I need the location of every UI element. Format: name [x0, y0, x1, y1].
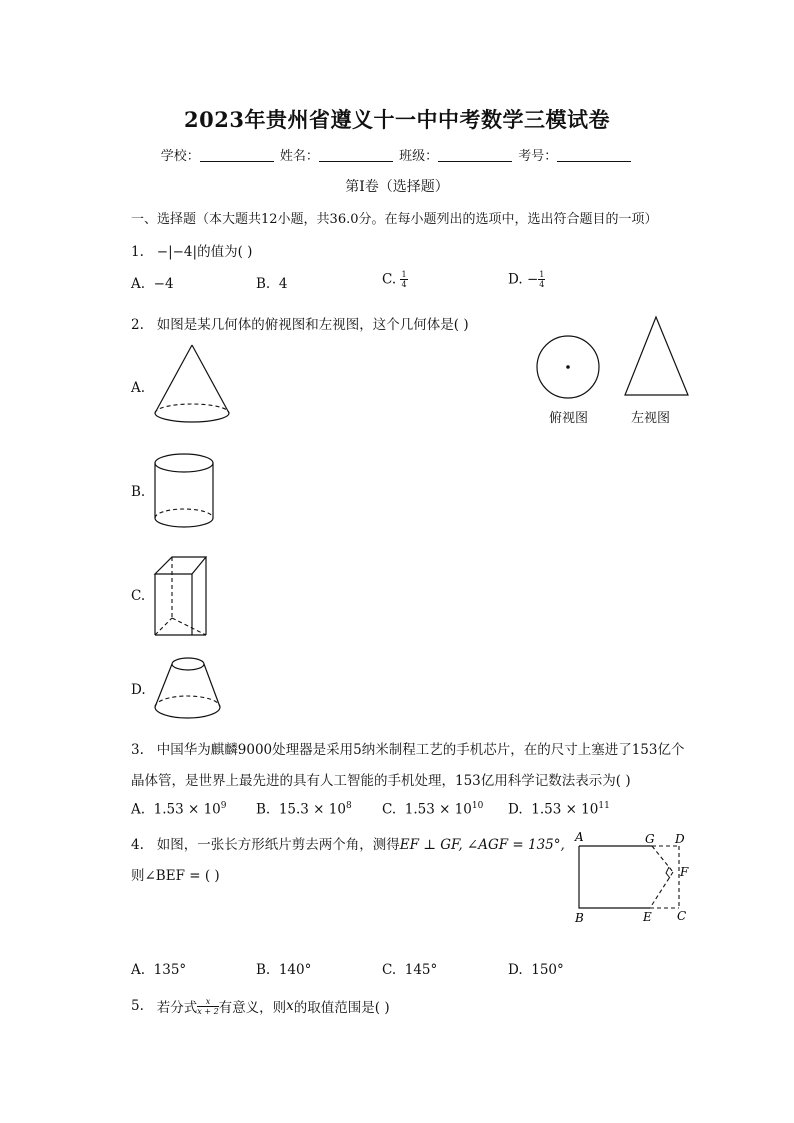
label-C: C [677, 909, 687, 923]
label-A: A [575, 830, 584, 844]
q5-number: 5. [131, 998, 144, 1014]
q2-option-d-frustum[interactable] [150, 652, 222, 726]
q1-option-d[interactable] [508, 270, 545, 289]
option-mantissa: 1.53 × 10 [404, 801, 472, 818]
left-view-label: 左视图 [631, 411, 671, 426]
q1-option-b[interactable] [256, 276, 287, 292]
question-3-line-2: 晶体管，是世界上最先进的具有人工智能的手机处理，153亿用科学记数法表示为( ) [131, 773, 631, 789]
option-label: C. [382, 801, 397, 818]
option-label: A. [131, 801, 146, 818]
label-G: G [645, 832, 655, 846]
q2-option-a-label[interactable]: A. [131, 380, 146, 396]
school-label: 学校： [160, 149, 200, 164]
fraction-denominator: x + 2 [197, 1006, 219, 1016]
q1-stem-text: 的值为( ) [197, 244, 253, 260]
option-label: D. [508, 271, 523, 288]
question-1 [131, 240, 252, 260]
q4-number: 4. [131, 837, 144, 853]
q2-option-a-cone[interactable] [150, 342, 236, 430]
fraction-denominator: 4 [401, 280, 407, 289]
question-3-line-1 [131, 738, 684, 758]
option-label: B. [256, 801, 271, 818]
fraction-numerator: 1 [539, 270, 545, 279]
option-value: 140° [278, 962, 312, 978]
q3-option-d[interactable] [508, 801, 610, 818]
question-4-line-2: 则∠BEF = ( ) [131, 868, 220, 884]
class-blank[interactable] [438, 149, 512, 162]
fraction-numerator: 1 [401, 270, 407, 279]
option-value: 145° [404, 962, 438, 978]
q4-option-d[interactable] [508, 962, 564, 978]
option-mantissa: 1.53 × 10 [153, 801, 221, 818]
option-label: A. [131, 276, 146, 292]
top-view-center-dot [566, 365, 570, 369]
option-value: −4 [153, 276, 174, 292]
q2-option-c-label[interactable]: C. [131, 588, 146, 604]
q1-option-c[interactable] [382, 270, 408, 289]
q2-option-c-prism[interactable] [150, 552, 214, 640]
q1-number: 1. [131, 244, 144, 260]
option-mantissa: 1.53 × 10 [531, 801, 599, 818]
question-5 [131, 996, 390, 1016]
q2-option-b-label[interactable]: B. [131, 484, 146, 500]
q5-variable: x [286, 998, 294, 1014]
page-title: 2023年贵州省遵义十一中中考数学三模试卷 [184, 107, 610, 132]
number-blank[interactable] [557, 149, 631, 162]
q3-option-a[interactable] [131, 801, 227, 818]
option-exponent: 9 [220, 801, 227, 811]
top-view-label: 俯视图 [549, 411, 589, 426]
fraction [400, 270, 407, 289]
option-exponent: 11 [598, 801, 610, 811]
q4-option-b[interactable] [256, 962, 311, 978]
q2-option-b-cylinder[interactable] [150, 450, 220, 532]
option-mantissa: 15.3 × 10 [278, 801, 346, 818]
number-label: 考号： [518, 149, 558, 164]
student-info-line [0, 145, 794, 164]
q5-post-text: 的取值范围是( ) [293, 1000, 390, 1016]
q2-number: 2. [131, 317, 144, 333]
q4-option-c[interactable] [382, 962, 437, 978]
option-label: A. [131, 962, 146, 978]
school-blank[interactable] [200, 149, 274, 162]
section-title: 第I卷（选择题） [345, 179, 449, 195]
q3-line-1-text: 中国华为麒麟9000处理器是采用5纳米制程工艺的手机芯片，在的尺寸上塞进了153亿个 [156, 742, 685, 758]
option-label: D. [508, 801, 523, 818]
q2-option-d-label[interactable]: D. [131, 682, 146, 698]
fraction-denominator: 4 [539, 280, 545, 289]
minus-sign: − [526, 271, 539, 288]
option-value: 135° [153, 962, 187, 978]
q3-option-c[interactable] [382, 801, 483, 818]
label-E: E [643, 910, 652, 924]
option-label: D. [508, 962, 523, 978]
question-4-line-1 [131, 833, 565, 853]
q4-line-1-math: EF ⊥ GF, ∠AGF = 135°, [399, 837, 565, 853]
q5-mid-text: 有意义，则 [218, 1000, 287, 1016]
name-blank[interactable] [319, 149, 393, 162]
question-2 [131, 313, 469, 333]
q4-line-1-text: 如图，一张长方形纸片剪去两个角，测得 [156, 837, 400, 853]
fraction-numerator: x [197, 997, 218, 1007]
label-D: D [675, 832, 685, 846]
option-exponent: 8 [345, 801, 352, 811]
q3-number: 3. [131, 742, 144, 758]
option-label: C. [382, 271, 397, 288]
option-value: 4 [278, 276, 288, 292]
q1-stem-math: −|−4| [156, 244, 198, 260]
q2-stem: 如图是某几何体的俯视图和左视图，这个几何体是( ) [156, 317, 469, 333]
q5-pre-text: 若分式 [156, 1000, 198, 1016]
class-label: 班级： [399, 149, 439, 164]
q3-option-b[interactable] [256, 801, 352, 818]
option-exponent: 10 [471, 801, 484, 811]
left-view-triangle [625, 317, 688, 395]
q4-option-a[interactable] [131, 962, 186, 978]
part1-header: 一、选择题（本大题共12小题，共36.0分。在每小题列出的选项中，选出符合题目的一项） [131, 212, 658, 227]
name-label: 姓名： [279, 149, 319, 164]
label-F: F [680, 865, 689, 879]
q4-figure-rectangle [570, 828, 698, 928]
q5-fraction [197, 997, 218, 1016]
option-label: B. [256, 962, 271, 978]
option-label: B. [256, 276, 271, 292]
option-value: 150° [531, 962, 564, 978]
label-B: B [575, 911, 584, 925]
fraction [538, 270, 545, 289]
option-label: C. [382, 962, 397, 978]
q1-option-a[interactable] [131, 276, 174, 292]
